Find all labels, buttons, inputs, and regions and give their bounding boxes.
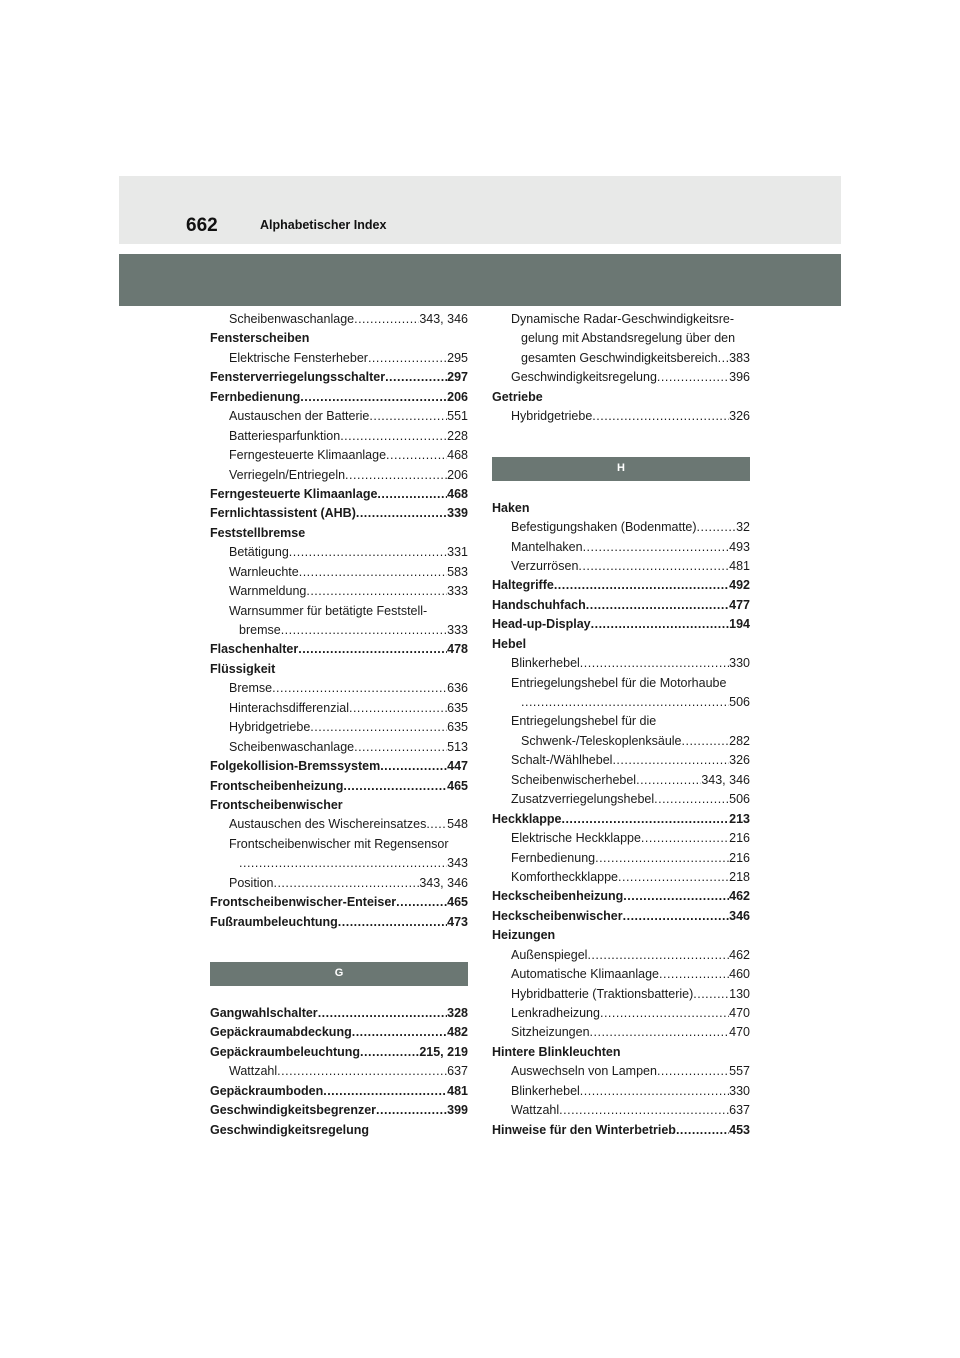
dot-leader [657, 368, 729, 387]
index-subentry [492, 732, 750, 751]
index-subentry [210, 679, 468, 698]
entry-page-ref[interactable]: 493 [729, 539, 750, 554]
dot-leader [360, 1043, 419, 1062]
entry-page-ref[interactable]: 506 [729, 695, 750, 709]
entry-page-ref[interactable]: 551 [447, 409, 468, 424]
entry-page-ref[interactable]: 468 [447, 448, 468, 463]
dot-leader [659, 965, 729, 984]
entry-page-ref[interactable]: 635 [447, 720, 468, 735]
index-entry [210, 1082, 468, 1101]
dot-leader [343, 777, 447, 796]
entry-page-ref[interactable]: 194 [729, 617, 750, 632]
index-entry [210, 913, 468, 932]
entry-term: Außenspiegel [511, 947, 588, 962]
dot-leader [356, 504, 447, 523]
entry-page-ref[interactable]: 215, 219 [419, 1044, 468, 1059]
dot-leader [376, 1101, 447, 1120]
index-entry [492, 615, 750, 634]
index-entry [492, 810, 750, 829]
index-subentry [210, 446, 468, 465]
section-letter-bar: G [210, 962, 468, 986]
index-subentry [492, 557, 750, 576]
entry-term: Hybridgetriebe [229, 720, 311, 735]
entry-term: Gepäckraumboden [210, 1083, 324, 1098]
entry-term: Schalt-/Wählhebel [511, 753, 613, 768]
index-entry [210, 893, 468, 912]
index-subentry [492, 1004, 750, 1023]
entry-term: Sitzheizungen [511, 1025, 590, 1040]
index-subentry [210, 349, 468, 368]
index-entry [210, 1004, 468, 1023]
dot-leader [345, 466, 447, 485]
entry-page-ref[interactable]: 216 [729, 831, 750, 846]
entry-term: Elektrische Fensterheber [229, 350, 368, 365]
dot-leader [310, 718, 447, 737]
index-subentry [210, 602, 468, 621]
section-letter-bar: H [492, 457, 750, 481]
dot-leader [697, 518, 737, 537]
dot-leader [239, 854, 447, 873]
entry-page-ref[interactable]: 343, 346 [419, 875, 468, 890]
entry-term: Hinweise für den Winterbetrieb [492, 1122, 676, 1137]
entry-term: Hybridgetriebe [511, 409, 593, 424]
dot-leader [273, 874, 419, 893]
dot-leader [578, 557, 729, 576]
index-subentry [210, 699, 468, 718]
entry-page-ref[interactable]: 297 [447, 370, 468, 385]
entry-page-ref[interactable]: 330 [729, 1083, 750, 1098]
entry-page-ref[interactable]: 343 [447, 856, 468, 871]
index-entry [210, 777, 468, 796]
entry-term: Scheibenwaschanlage [229, 312, 355, 326]
index-subentry [492, 1082, 750, 1101]
entry-term: Folgekollision-Bremssystem [210, 759, 381, 774]
index-subentry [492, 965, 750, 984]
dot-leader [299, 563, 447, 582]
entry-page-ref[interactable]: 478 [447, 642, 468, 657]
dot-leader [369, 407, 447, 426]
entry-term: Verriegeln/Entriegeln [229, 467, 346, 482]
entry-term: Hebel [492, 636, 527, 651]
index-entry [492, 596, 750, 615]
dot-leader [618, 868, 729, 887]
index-subentry [492, 674, 750, 693]
index-entry [210, 329, 468, 348]
entry-term: gesamten Geschwindigkeitsbereich [521, 350, 718, 365]
header-dark-band [119, 254, 841, 306]
index-subentry [492, 751, 750, 770]
entry-term: Gepäckraumbeleuchtung [210, 1044, 361, 1059]
entry-term: Flaschenhalter [210, 642, 299, 657]
dot-leader [368, 349, 447, 368]
index-subentry [492, 1023, 750, 1042]
entry-term: Flüssigkeit [210, 661, 276, 676]
entry-term: Elektrische Heckklappe [511, 831, 641, 846]
entry-term: Verzurrösen [511, 558, 579, 573]
entry-page-ref[interactable]: 343, 346 [701, 772, 750, 787]
entry-term: Austauschen der Batterie [229, 409, 370, 424]
dot-leader [580, 654, 729, 673]
index-subentry [492, 849, 750, 868]
index-column-right [492, 310, 750, 1140]
dot-leader [340, 427, 447, 446]
entry-page-ref[interactable]: 637 [447, 1064, 468, 1079]
entry-term: Austauschen des Wischereinsatzes [229, 817, 427, 832]
entry-term: Haltegriffe [492, 578, 554, 593]
dot-leader [654, 790, 729, 809]
entry-term: Gangwahlschalter [210, 1006, 318, 1020]
entry-term: Head-up-Display [492, 617, 591, 632]
entry-page-ref[interactable]: 326 [729, 409, 750, 424]
dot-leader [306, 582, 447, 601]
entry-page-ref[interactable]: 213 [729, 811, 750, 826]
index-subentry [210, 466, 468, 485]
index-subentry [210, 543, 468, 562]
entry-page-ref[interactable]: 492 [729, 578, 750, 593]
entry-term: Batteriesparfunktion [229, 428, 341, 443]
index-entry [210, 524, 468, 543]
entry-page-ref[interactable]: 465 [447, 778, 468, 793]
entry-term: Geschwindigkeitsbegrenzer [210, 1103, 377, 1118]
entry-page-ref[interactable]: 637 [729, 1103, 750, 1118]
index-entry [210, 368, 468, 387]
entry-term: Bremse [229, 681, 273, 696]
dot-leader [586, 596, 729, 615]
dot-leader [380, 757, 447, 776]
entry-term: Frontscheibenwischer mit Regensensor [229, 836, 449, 851]
index-subentry [210, 835, 468, 854]
entry-term: Blinkerhebel [511, 1083, 580, 1098]
index-entry [210, 660, 468, 679]
entry-page-ref[interactable]: 343, 346 [419, 312, 468, 326]
entry-term: Hinterachsdifferenzial [229, 700, 349, 715]
dot-leader [385, 368, 447, 387]
index-subentry [492, 654, 750, 673]
dot-leader [554, 576, 729, 595]
dot-leader [559, 1101, 729, 1120]
index-subentry [210, 621, 468, 640]
entry-term: Geschwindigkeitsregelung [511, 370, 657, 385]
index-subentry [492, 407, 750, 426]
entry-term: Ferngesteuerte Klimaanlage [229, 448, 387, 463]
entry-page-ref[interactable]: 228 [447, 428, 468, 443]
entry-term: Geschwindigkeitsregelung [210, 1122, 370, 1137]
entry-term: Wattzahl [229, 1064, 278, 1079]
entry-page-ref[interactable]: 482 [447, 1025, 468, 1040]
entry-term: Mantelhaken [511, 539, 583, 554]
index-subentry [210, 854, 468, 873]
index-subentry [492, 349, 750, 368]
entry-page-ref[interactable]: 513 [447, 739, 468, 754]
index-subentry [492, 1062, 750, 1081]
dot-leader [298, 640, 447, 659]
entry-term: Fernbedienung [210, 389, 301, 404]
entry-page-ref[interactable]: 470 [729, 1006, 750, 1020]
index-subentry [492, 790, 750, 809]
entry-page-ref[interactable]: 468 [447, 486, 468, 501]
entry-page-ref[interactable]: 453 [729, 1122, 750, 1137]
index-subentry [210, 718, 468, 737]
entry-term: Fensterscheiben [210, 331, 310, 346]
entry-term: Feststellbremse [210, 525, 306, 540]
dot-leader [289, 543, 447, 562]
entry-page-ref[interactable]: 635 [447, 700, 468, 715]
entry-term: Zusatzverriegelungshebel [511, 792, 655, 807]
dot-leader [277, 1062, 447, 1081]
entry-page-ref[interactable]: 462 [729, 947, 750, 962]
entry-page-ref[interactable]: 333 [447, 623, 468, 637]
index-entry [210, 640, 468, 659]
entry-page-ref[interactable]: 216 [729, 850, 750, 865]
dot-leader [352, 1023, 447, 1042]
index-entry [492, 635, 750, 654]
index-entry [492, 887, 750, 906]
dot-leader [636, 771, 701, 790]
entry-term: Betätigung [229, 545, 289, 560]
dot-leader [300, 388, 447, 407]
entry-page-ref[interactable]: 339 [447, 506, 468, 521]
dot-leader [641, 829, 729, 848]
entry-page-ref[interactable]: 465 [447, 895, 468, 910]
entry-page-ref[interactable]: 346 [729, 908, 750, 923]
dot-leader [595, 849, 729, 868]
index-subentry [492, 946, 750, 965]
dot-leader [657, 1062, 729, 1081]
index-subentry [492, 829, 750, 848]
dot-leader [718, 349, 730, 368]
dot-leader [580, 1082, 729, 1101]
index-subentry [492, 310, 750, 329]
entry-page-ref[interactable]: 32 [736, 520, 750, 535]
index-entry [492, 1121, 750, 1140]
index-entry [492, 1043, 750, 1062]
dot-leader [338, 913, 447, 932]
entry-page-ref[interactable]: 583 [447, 564, 468, 579]
index-subentry [492, 771, 750, 790]
index-subentry [492, 518, 750, 537]
dot-leader [281, 621, 447, 640]
index-subentry [210, 1062, 468, 1081]
entry-term: Heckklappe [492, 811, 562, 826]
header-band [119, 176, 841, 244]
entry-term: Fernbedienung [511, 850, 596, 865]
entry-page-ref[interactable]: 506 [729, 792, 750, 807]
index-subentry [210, 874, 468, 893]
entry-page-ref[interactable]: 447 [447, 759, 468, 774]
entry-term: Position [229, 875, 274, 890]
index-subentry [492, 985, 750, 1004]
dot-leader [349, 699, 447, 718]
entry-term: Ferngesteuerte Klimaanlage [210, 486, 378, 501]
entry-term: Warnmeldung [229, 584, 307, 599]
index-entry [210, 485, 468, 504]
entry-page-ref[interactable]: 328 [447, 1006, 468, 1020]
entry-term: Gepäckraumabdeckung [210, 1025, 352, 1040]
entry-page-ref[interactable]: 548 [447, 817, 468, 832]
entry-term: Haken [492, 500, 530, 515]
entry-page-ref[interactable]: 330 [729, 656, 750, 671]
entry-term: Heckscheibenwischer [492, 908, 623, 923]
dot-leader [592, 407, 729, 426]
entry-term: bremse [239, 623, 281, 637]
entry-page-ref[interactable]: 481 [447, 1083, 468, 1098]
entry-term: Warnleuchte [229, 564, 299, 579]
page-title: Alphabetischer Index [260, 218, 387, 232]
entry-page-ref[interactable]: 462 [729, 889, 750, 904]
entry-term: Wattzahl [511, 1103, 560, 1118]
entry-term: Scheibenwaschanlage [229, 739, 355, 754]
entry-page-ref[interactable]: 295 [447, 350, 468, 365]
entry-page-ref[interactable]: 130 [729, 986, 750, 1001]
entry-page-ref[interactable]: 333 [447, 584, 468, 599]
entry-term: Fernlichtassistent (AHB) [210, 506, 356, 521]
entry-page-ref[interactable]: 557 [729, 1064, 750, 1079]
dot-leader [561, 810, 729, 829]
entry-page-ref[interactable]: 470 [729, 1025, 750, 1040]
entry-term: Hybridbatterie (Traktionsbatterie) [511, 986, 694, 1001]
index-entry [210, 1101, 468, 1120]
index-subentry [492, 538, 750, 557]
index-subentry [210, 563, 468, 582]
dot-leader [587, 946, 729, 965]
entry-page-ref[interactable]: 473 [447, 914, 468, 929]
dot-leader [590, 1023, 730, 1042]
entry-page-ref[interactable]: 331 [447, 545, 468, 560]
entry-page-ref[interactable]: 399 [447, 1103, 468, 1118]
dot-leader [377, 485, 447, 504]
dot-leader [600, 1004, 729, 1023]
index-subentry [210, 310, 468, 329]
entry-term: Blinkerhebel [511, 656, 580, 671]
index-subentry [492, 1101, 750, 1120]
entry-term: Fensterverriegelungsschalter [210, 370, 386, 385]
index-subentry [492, 693, 750, 712]
dot-leader [623, 907, 730, 926]
entry-term: gelung mit Abstandsregelung über den [521, 331, 736, 346]
entry-page-ref[interactable]: 636 [447, 681, 468, 696]
index-entry [210, 1043, 468, 1062]
index-subentry [210, 582, 468, 601]
index-entry [210, 1023, 468, 1042]
index-subentry [492, 329, 750, 348]
entry-term: Frontscheibenwischer [210, 797, 343, 812]
index-entry [492, 907, 750, 926]
entry-page-ref[interactable]: 481 [729, 558, 750, 573]
entry-page-ref[interactable]: 460 [729, 967, 750, 982]
index-entry [210, 757, 468, 776]
entry-page-ref[interactable]: 396 [729, 370, 750, 385]
entry-term: Fußraumbeleuchtung [210, 914, 338, 929]
index-column-left [210, 310, 468, 1140]
page-number: 662 [186, 215, 218, 236]
entry-page-ref[interactable]: 206 [447, 467, 468, 482]
index-subentry [210, 407, 468, 426]
entry-term: Frontscheibenheizung [210, 778, 344, 793]
index-entry [210, 1121, 468, 1140]
dot-leader [693, 985, 729, 1004]
index-subentry [210, 738, 468, 757]
entry-term: Schwenk-/Teleskoplenksäule [521, 733, 682, 748]
dot-leader [623, 887, 729, 906]
index-entry [210, 504, 468, 523]
entry-term: Entriegelungshebel für die [511, 714, 657, 729]
dot-leader [354, 310, 419, 329]
dot-leader [682, 732, 730, 751]
dot-leader [354, 738, 447, 757]
entry-term: Frontscheibenwischer-Enteiser [210, 895, 397, 910]
dot-leader [318, 1004, 447, 1023]
entry-term: Dynamische Radar-Geschwindigkeitsre- [511, 312, 734, 326]
index-entry [210, 796, 468, 815]
entry-page-ref[interactable]: 383 [729, 350, 750, 365]
entry-term: Warnsummer für betätigte Feststell- [229, 603, 428, 618]
dot-leader [426, 815, 447, 834]
index-subentry [492, 368, 750, 387]
dot-leader [323, 1082, 447, 1101]
entry-page-ref[interactable]: 326 [729, 753, 750, 768]
entry-page-ref[interactable]: 282 [729, 733, 750, 748]
entry-term: Entriegelungshebel für die Motorhaube [511, 675, 727, 690]
entry-page-ref[interactable]: 206 [447, 389, 468, 404]
dot-leader [386, 446, 447, 465]
entry-term: Handschuhfach [492, 597, 586, 612]
entry-term: Auswechseln von Lampen [511, 1064, 657, 1079]
index-entry [492, 926, 750, 945]
entry-term: Heckscheibenheizung [492, 889, 624, 904]
entry-page-ref[interactable]: 218 [729, 869, 750, 884]
index-subentry [492, 712, 750, 731]
index-entry [492, 499, 750, 518]
entry-term: Lenkradheizung [511, 1006, 600, 1020]
dot-leader [272, 679, 447, 698]
dot-leader [612, 751, 729, 770]
index-subentry [210, 815, 468, 834]
dot-leader [396, 893, 447, 912]
entry-term: Befestigungshaken (Bodenmatte) [511, 520, 697, 535]
dot-leader [676, 1121, 729, 1140]
index-entry [492, 388, 750, 407]
index-subentry [492, 868, 750, 887]
entry-term: Getriebe [492, 389, 543, 404]
index-subentry [210, 427, 468, 446]
entry-term: Komfortheckklappe [511, 869, 619, 884]
index-entry [492, 576, 750, 595]
index-entry [210, 388, 468, 407]
entry-term: Heizungen [492, 928, 556, 943]
dot-leader [583, 538, 730, 557]
entry-term: Hintere Blinkleuchten [492, 1044, 621, 1059]
dot-leader [521, 693, 729, 712]
dot-leader [591, 615, 730, 634]
entry-term: Scheibenwischerhebel [511, 772, 637, 787]
entry-page-ref[interactable]: 477 [729, 597, 750, 612]
entry-term: Automatische Klimaanlage [511, 967, 659, 982]
